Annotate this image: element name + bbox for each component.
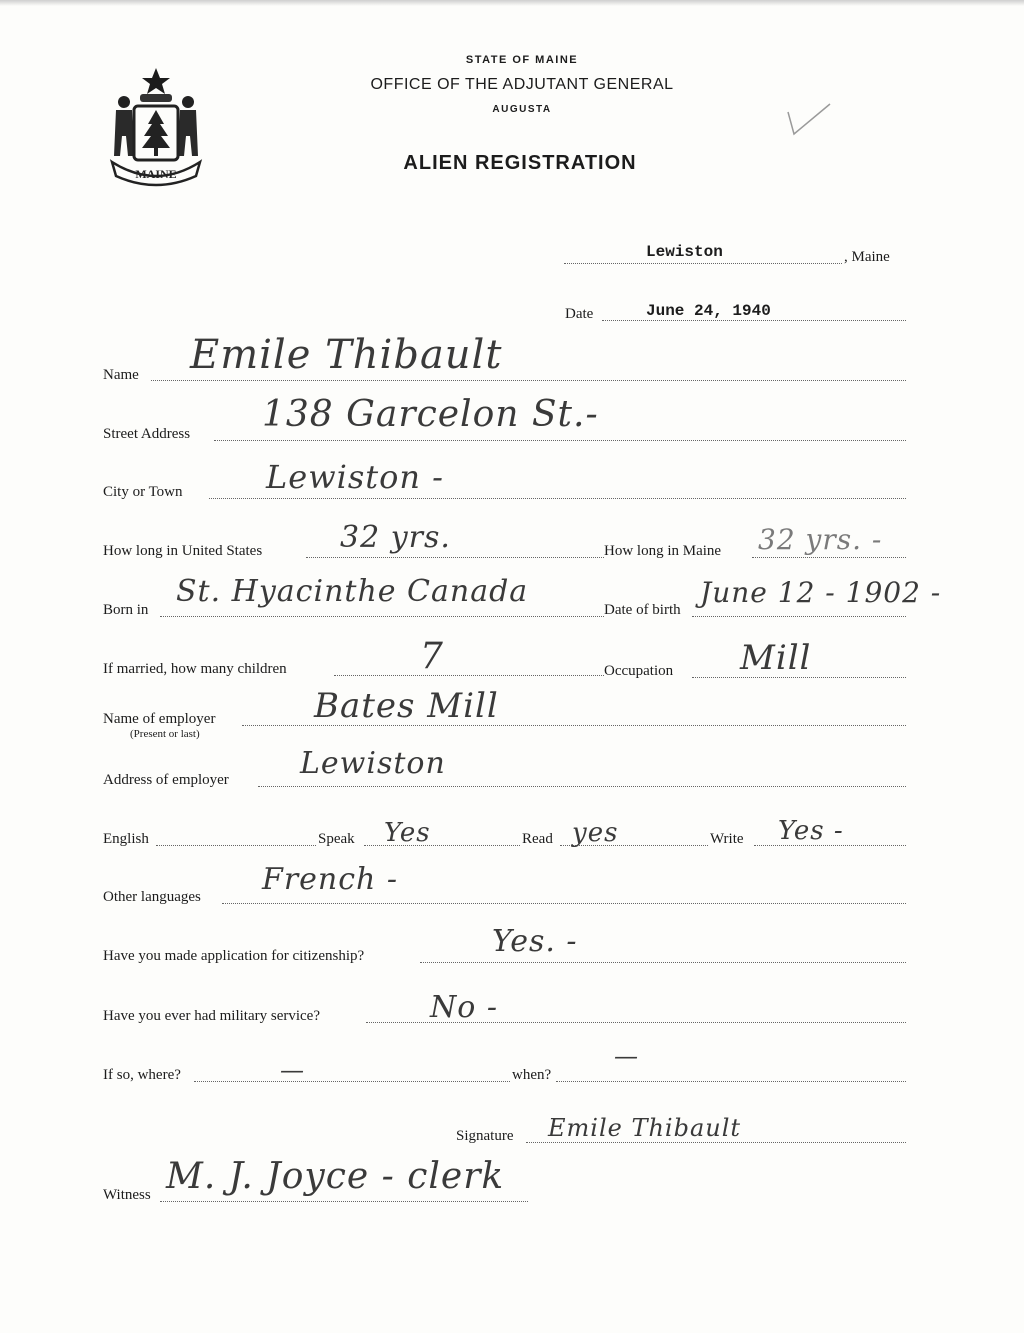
other-languages-label: Other languages	[103, 889, 201, 905]
if-where-label: If so, where?	[103, 1067, 181, 1083]
how-long-us-value: 32 yrs.	[340, 520, 451, 555]
date-value: June 24, 1940	[646, 302, 771, 320]
checkmark-icon	[784, 100, 834, 140]
signature-value: Emile Thibault	[548, 1114, 742, 1142]
header-state: STATE OF MAINE	[465, 54, 579, 66]
name-label: Name	[103, 367, 139, 383]
if-where-line	[194, 1081, 510, 1082]
english-line	[156, 845, 316, 846]
witness-line	[160, 1201, 528, 1202]
place-suffix: , Maine	[844, 249, 890, 265]
speak-value: Yes	[384, 818, 431, 848]
how-long-maine-label: How long in Maine	[604, 543, 722, 559]
name-line	[151, 380, 906, 381]
signature-line	[526, 1142, 906, 1143]
born-in-line	[160, 616, 604, 617]
employer-name-sublabel: (Present or last)	[130, 728, 200, 740]
when-label: when?	[512, 1067, 552, 1083]
occupation-label: Occupation	[604, 663, 674, 679]
city-town-line	[209, 498, 906, 499]
citizenship-line	[420, 962, 906, 963]
city-town-label: City or Town	[103, 484, 183, 500]
military-label: Have you ever had military service?	[103, 1008, 320, 1024]
read-value: yes	[572, 818, 619, 848]
employer-address-label: Address of employer	[103, 772, 229, 788]
when-value: —	[614, 1042, 639, 1070]
write-value: Yes -	[778, 816, 844, 846]
if-where-value: —	[280, 1056, 305, 1084]
other-languages-value: French -	[262, 862, 399, 897]
place-line	[564, 263, 842, 264]
header-office: OFFICE OF THE ADJUTANT GENERAL	[370, 76, 674, 93]
how-long-us-label: How long in United States	[103, 543, 263, 559]
street-address-line	[214, 440, 906, 441]
employer-address-value: Lewiston	[300, 746, 446, 781]
military-value: No -	[430, 990, 498, 1025]
how-long-maine-line	[752, 557, 906, 558]
born-in-value: St. Hyacinthe Canada	[176, 574, 529, 609]
name-value: Emile Thibault	[190, 332, 503, 378]
witness-label: Witness	[103, 1187, 151, 1203]
occupation-value: Mill	[740, 638, 812, 678]
english-label: English	[103, 831, 149, 847]
employer-name-value: Bates Mill	[314, 686, 499, 726]
how-long-maine-value: 32 yrs. -	[758, 523, 883, 556]
date-of-birth-line	[692, 616, 906, 617]
write-label: Write	[710, 831, 744, 847]
read-label: Read	[522, 831, 553, 847]
date-of-birth-value: June 12 - 1902 -	[700, 576, 942, 609]
children-label: If married, how many children	[103, 661, 287, 677]
city-town-value: Lewiston -	[266, 458, 444, 496]
date-line	[602, 320, 906, 321]
seal-text: MAINE	[135, 167, 177, 181]
employer-name-label: Name of employer	[103, 711, 216, 727]
children-line	[334, 675, 604, 676]
citizenship-label: Have you made application for citizenship?	[103, 948, 365, 964]
header-city: AUGUSTA	[492, 104, 552, 115]
street-address-value: 138 Garcelon St.-	[262, 394, 599, 435]
other-languages-line	[222, 903, 906, 904]
how-long-us-line	[306, 557, 604, 558]
date-label: Date	[565, 306, 594, 322]
place-value: Lewiston	[646, 243, 723, 261]
form-title: ALIEN REGISTRATION	[403, 152, 637, 174]
children-value: 7	[420, 636, 444, 677]
citizenship-value: Yes. -	[492, 924, 578, 959]
employer-address-line	[258, 786, 906, 787]
scan-edge	[0, 0, 1024, 6]
witness-value: M. J. Joyce - clerk	[166, 1156, 505, 1197]
date-of-birth-label: Date of birth	[604, 602, 681, 618]
born-in-label: Born in	[103, 602, 149, 618]
signature-label: Signature	[456, 1128, 514, 1144]
speak-label: Speak	[318, 831, 355, 847]
when-line	[556, 1081, 906, 1082]
street-address-label: Street Address	[103, 426, 191, 442]
